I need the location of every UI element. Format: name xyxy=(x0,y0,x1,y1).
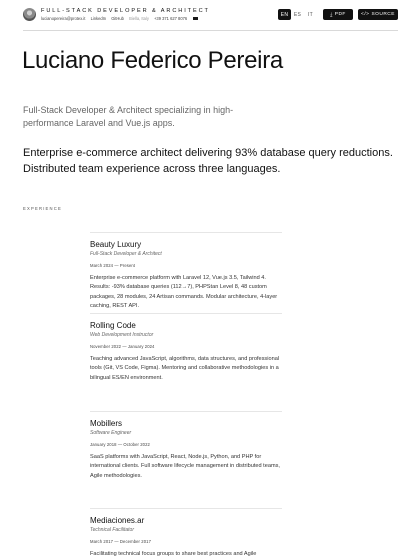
job-description: Enterprise e-commerce platform with Laravel 12, Vue.js 3.5, Tailwind 4. Results: -93% database queries (112→7), PHPStan Level 8, 48 custom packages, 28 modules, 24 Artisan commands. Modular architecture, 4-layer caching, REST API. xyxy=(90,274,278,310)
divider xyxy=(90,313,282,314)
linkedin-link[interactable]: LinkedIn xyxy=(90,16,107,21)
language-en-button[interactable]: EN xyxy=(278,9,291,20)
company-name: Mediaciones.ar xyxy=(90,516,145,526)
job-dates: March 2024 — Present xyxy=(90,262,136,268)
divider xyxy=(90,232,282,233)
experience-item xyxy=(90,411,290,481)
email-link[interactable]: lucianopereira@protex.it xyxy=(41,16,86,21)
job-role: Full-Stack Developer & Architect xyxy=(90,250,162,257)
job-description: SaaS platforms with JavaScript, React, Node.js, Python, and PHP for international clients. Full software lifecycle management in distributed teams, Agile methodologies. xyxy=(90,453,280,479)
phone-link[interactable]: +39 371 627 8076 xyxy=(154,16,198,21)
header-role: FULL-STACK DEVELOPER & ARCHITECT xyxy=(41,8,210,14)
experience-item xyxy=(90,508,290,559)
contact-bar xyxy=(41,16,202,21)
location-text: Biella, Italy xyxy=(129,16,149,21)
tagline: Full-Stack Developer & Architect specializing in high-performance Laravel and Vue.js apps. xyxy=(23,105,234,128)
view-source-button[interactable]: </> SOURCE xyxy=(358,9,398,20)
company-name: Beauty Luxury xyxy=(90,240,142,250)
download-pdf-button[interactable]: ⤓ PDF xyxy=(323,9,353,20)
summary: Enterprise e-commerce architect delivering 93% database query reductions. Distributed team experience across three languages. xyxy=(23,147,393,175)
company-name: Rolling Code xyxy=(90,321,136,331)
avatar xyxy=(23,8,36,21)
code-icon: </> xyxy=(361,12,370,17)
company-name: Mobillers xyxy=(90,419,123,429)
language-es-button[interactable]: ES xyxy=(293,11,302,18)
flag-icon xyxy=(193,17,198,20)
job-dates: March 2017 — December 2017 xyxy=(90,538,152,544)
job-dates: January 2018 — October 2022 xyxy=(90,441,150,447)
job-description: Teaching advanced JavaScript, algorithms, data structures, and professional tools (Git, VS Code, Figma). Mentoring and collaborative methodologies in a bilingual ES/EN environment. xyxy=(90,355,280,381)
section-label-experience: EXPERIENCE xyxy=(23,206,62,211)
header-divider xyxy=(23,30,398,31)
page-title: Luciano Federico Pereira xyxy=(22,47,283,74)
job-role: Technical Facilitator xyxy=(90,526,135,533)
divider xyxy=(90,411,282,412)
job-role: Web Development Instructor xyxy=(90,331,154,338)
experience-item xyxy=(90,232,290,311)
job-description: Facilitating technical focus groups to share best practices and Agile xyxy=(90,550,257,557)
job-role: Software Engineer xyxy=(90,429,132,436)
language-it-button[interactable]: IT xyxy=(307,11,314,18)
job-dates: November 2022 — January 2024 xyxy=(90,343,155,349)
experience-item xyxy=(90,313,290,383)
site-header xyxy=(0,0,420,31)
github-link[interactable]: GitHub xyxy=(111,16,124,21)
download-icon: ⤓ xyxy=(330,12,333,18)
divider xyxy=(90,508,282,509)
